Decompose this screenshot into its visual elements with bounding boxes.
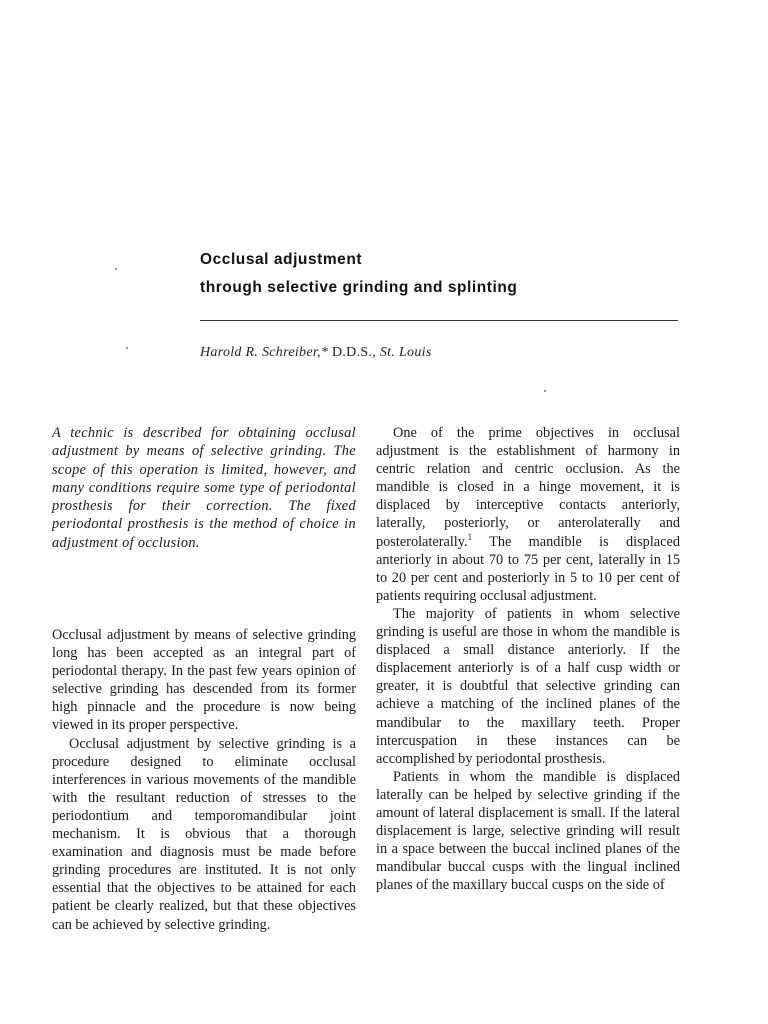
abstract (52, 424, 356, 552)
author-location: St. Louis (379, 345, 432, 360)
title-line-1: Occlusal adjustment (200, 251, 363, 268)
author-byline (200, 345, 432, 361)
paragraph (376, 424, 680, 605)
title-line-2: through selective grinding and splinting (200, 279, 518, 296)
scan-speck (126, 347, 128, 349)
scan-speck (544, 390, 546, 392)
paragraph: The majority of patients in whom selective grinding is useful are those in whom the mandible is displaced a small distance anteriorly. If the displacement anteriorly is of a half cusp width or greater, it is doubtful that selective grinding can achieve a matching of the inclined planes of the mandibular to the maxillary teeth. Proper intercuspation in these instances can be accomplished by periodontal prosthesis. (376, 605, 680, 767)
article-title (200, 246, 517, 302)
author-name: Harold R. Schreiber,* (200, 345, 329, 360)
reference-marker: 1 (467, 531, 473, 542)
paragraph: Occlusal adjustment by means of selective grinding long has been accepted as an integral part of periodontal therapy. In the past few years opinion of selective grinding has descended from its former high pinnacle and the procedure is now being viewed in its proper perspective. (52, 627, 356, 734)
scan-speck (115, 268, 117, 270)
paragraph: Occlusal adjustment by selective grinding is a procedure designed to eliminate occlusal interferences in various movements of the mandible with the resultant reduction of stresses to the periodontium and temporomandibular joint mechanism. It is obvious that a thorough examination and diagnosis must be made before grinding procedures are instituted. It is not only essential that the objectives to be attained for each patient be clearly realized, but that these objectives can be achieved by selective grinding. (52, 735, 356, 933)
title-divider (200, 320, 678, 321)
abstract-text: A technic is described for obtaining occlusal adjustment by means of selective grinding. The scope of this operation is limited, however, and many conditions require some type of periodontal prosthesis for their correction. The fixed periodontal prosthesis is the method of choice in adjustment of occlusion. (52, 425, 356, 551)
paragraph: Patients in whom the mandible is displaced laterally can be helped by selective grinding if the amount of lateral displacement is small. If the lateral displacement is large, selective grinding will result in a space between the buccal inclined planes of the mandibular buccal cusps with the lingual inclined planes of the maxillary buccal cusps on the side of (376, 768, 680, 894)
paragraph-text: The mandible is displaced anteriorly in about 70 to 75 per cent, laterally in 15 to 20 per cent and posteriorly in 5 to 10 per cent of patients requiring occlusal adjustment. (376, 533, 680, 604)
author-degree: D.D.S., (331, 345, 377, 360)
paragraph-text: One of the prime objectives in occlusal adjustment is the establishment of harmony in centric relation and centric occlusion. As the mandible is closed in a hinge movement, it is displaced by interceptive contacts anteriorly, laterally, posteriorly, or anterolaterally and posterolaterally. (376, 425, 680, 550)
left-column-body (52, 626, 356, 934)
right-column-body (376, 424, 680, 894)
